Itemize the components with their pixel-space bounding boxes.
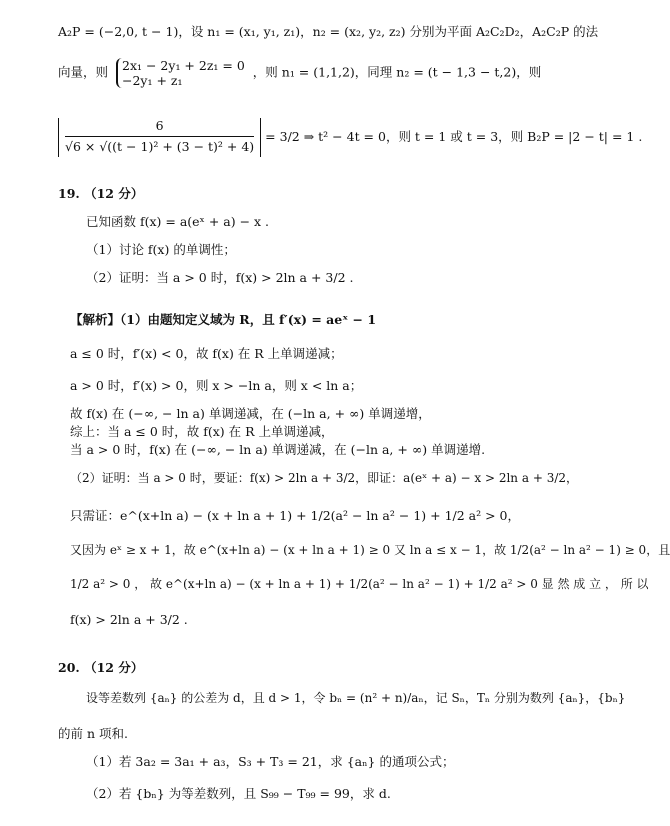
q19-solution-7: （2）证明：当 a > 0 时，要证：f(x) > 2ln a + 3/2，即证：a(eˣ + a) − x > 2ln a + 3/2， [70,471,579,485]
q20-heading: 20. （12 分） [58,660,144,675]
q19-solution-6: 当 a > 0 时，f(x) 在 (−∞, − ln a) 单调递减，在 (−ln a, + ∞) 单调递增. [70,442,486,457]
q19-solution-11: f(x) > 2ln a + 3/2 . [70,612,188,627]
q19-part-1: （1）讨论 f(x) 的单调性； [86,242,236,257]
q19-solution-4: 故 f(x) 在 (−∞, − ln a) 单调递减，在 (−ln a, + ∞) 单调递增， [70,406,431,421]
q19-solution-3: a > 0 时，f′(x) > 0，则 x > −ln a，则 x < ln a； [70,378,363,393]
equation-row-2: −2y₁ + z₁ [122,73,183,88]
q19-solution-1: 【解析】（1）由题知定义域为 R，且 f′(x) = aeˣ − 1 [70,312,377,327]
q19-heading: 19. （12 分） [58,186,144,201]
fraction-denominator: √6 × √((t − 1)² + (3 − t)² + 4) [65,139,255,154]
q19-solution-8: 只需证：e^(x+ln a) − (x + ln a + 1) + 1/2(a² − ln a² − 1) + 1/2 a² > 0， [70,508,520,523]
q19-solution-2: a ≤ 0 时，f′(x) < 0，故 f(x) 在 R 上单调递减； [70,346,343,361]
vector-line: A₂P = (−2,0, t − 1)，设 n₁ = (x₁, y₁, z₁)，n₂ = (x₂, y₂, z₂) 分别为平面 A₂C₂D₂，A₂C₂P 的法 [58,24,599,39]
q20-part-2: （2）若 {bₙ} 为等差数列，且 S₉₉ − T₉₉ = 99，求 d. [86,786,391,801]
q20-part-1: （1）若 3a₂ = 3a₁ + a₃，S₃ + T₃ = 21，求 {aₙ} 的通项公式； [86,754,455,769]
q19-solution-10: 1/2 a² > 0 ， 故 e^(x+ln a) − (x + ln a + 1) + 1/2(a² − ln a² − 1) + 1/2 a² > 0 显 然 成 立 ， 所 以 [70,577,649,591]
fraction-numerator: 6 [65,118,254,137]
absolute-value-fraction [58,118,261,157]
q19-stem: 已知函数 f(x) = a(eˣ + a) − x . [86,214,270,229]
normal-vector-prefix: 向量，则 [58,64,109,80]
normal-vector-suffix: ，则 n₁ = (1,1,2)，同理 n₂ = (t − 1,3 − t,2)，则 [252,64,542,80]
cosine-equation-line [58,118,642,157]
equation-row-1: 2x₁ − 2y₁ + 2z₁ = 0 [122,58,245,73]
q19-solution-5: 综上：当 a ≤ 0 时，故 f(x) 在 R 上单调递减， [70,424,334,439]
q19-part-2: （2）证明：当 a > 0 时，f(x) > 2ln a + 3/2 . [86,270,354,285]
cosine-equation-result: = 3/2 ⇒ t² − 4t = 0，则 t = 1 或 t = 3，则 B₂P = |2 − t| = 1 . [265,129,643,144]
equation-system [116,58,245,88]
q19-solution-9: 又因为 eˣ ≥ x + 1，故 e^(x+ln a) − (x + ln a + 1) ≥ 0 又 ln a ≤ x − 1，故 1/2(a² − ln a² − 1) ≥ 0，且 [70,543,670,557]
normal-vector-line [58,58,541,88]
q20-stem-continued: 的前 n 项和. [58,726,128,741]
q20-stem: 设等差数列 {aₙ} 的公差为 d，且 d > 1，令 bₙ = (n² + n)/aₙ，记 Sₙ，Tₙ 分别为数列 {aₙ}，{bₙ} [86,691,626,705]
